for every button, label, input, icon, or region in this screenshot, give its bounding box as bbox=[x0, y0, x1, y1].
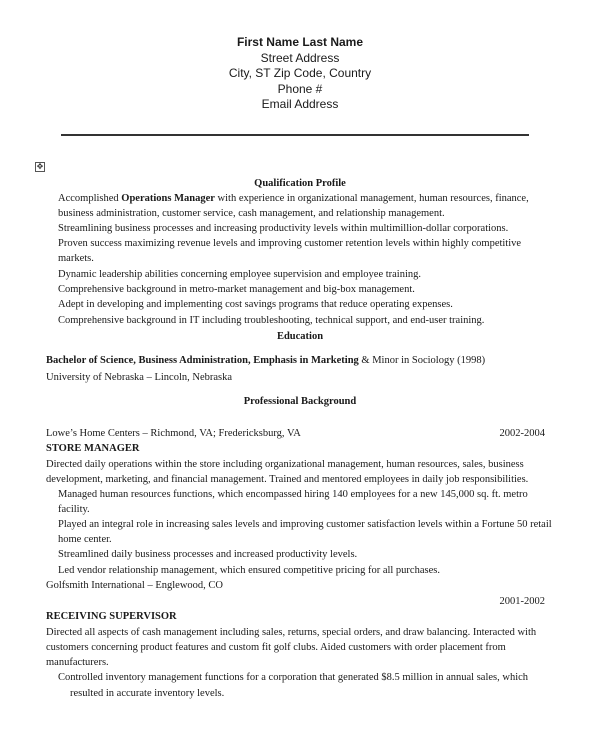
job-bullet-line: Played an integral role in increasing sales levels and improving customer satisfaction levels within a Fortune 50 retail bbox=[58, 519, 552, 530]
qualification-line: Adept in developing and implementing cost savings programs that reduce operating expenses. bbox=[58, 299, 453, 310]
qualification-role: Operations Manager bbox=[121, 193, 215, 204]
qualification-line1-post: with experience in organizational management, human resources, finance, bbox=[214, 193, 529, 204]
job-bullet-line: home center. bbox=[58, 534, 112, 545]
qualification-line bbox=[58, 191, 529, 206]
job-title: STORE MANAGER bbox=[46, 443, 140, 454]
move-anchor-icon[interactable]: ✥ bbox=[36, 162, 44, 171]
qualification-line1-pre: Accomplished bbox=[58, 193, 122, 204]
email-address: Email Address bbox=[261, 97, 339, 111]
school-name: University of Nebraska – Lincoln, Nebraska bbox=[46, 372, 233, 383]
qualification-line: Comprehensive background in metro-market management and big-box management. bbox=[58, 284, 415, 295]
job-bullet-line: facility. bbox=[58, 504, 90, 515]
job-description-line: customers concerning product features and custom fit golf clubs. Aided customers with order placement from bbox=[46, 642, 506, 653]
header-divider bbox=[61, 134, 529, 136]
job-description-line: Directed all aspects of cash management including sales, returns, special orders, and draw balancing. Interacted with bbox=[46, 627, 537, 638]
job-bullet-line: resulted in accurate inventory levels. bbox=[70, 688, 225, 699]
qualification-line: Streamlining business processes and increasing productivity levels within multimillion-dollar corporations. bbox=[58, 223, 509, 234]
qualification-line: Proven success maximizing revenue levels and improving customer retention levels within highly competitive bbox=[58, 238, 522, 249]
degree-title: Bachelor of Science, Business Administration, Emphasis in Marketing bbox=[46, 355, 359, 366]
degree-line bbox=[46, 353, 485, 368]
employer-line: Golfsmith International – Englewood, CO bbox=[46, 580, 224, 591]
job-bullet-line: Led vendor relationship management, which ensured competitive pricing for all purchases. bbox=[58, 565, 440, 576]
contact-header bbox=[0, 35, 600, 113]
job-bullet-line: Controlled inventory management functions for a corporation that generated $8.5 million in annual sales, which bbox=[58, 672, 529, 683]
professional-heading: Professional Background bbox=[243, 396, 357, 407]
education-heading: Education bbox=[276, 331, 324, 342]
job-description-line: Directed daily operations within the store including organizational management, human resources, sales, business bbox=[46, 459, 524, 470]
job-dates: 2002-2004 bbox=[499, 428, 545, 439]
job-description-line: development, marketing, and financial management. Trained and mentored employees in daily job responsibilities. bbox=[46, 474, 529, 485]
qualification-line: Comprehensive background in IT including troubleshooting, technical support, and end-user training. bbox=[58, 315, 485, 326]
qualification-line: Dynamic leadership abilities concerning employee supervision and employee training. bbox=[58, 269, 422, 280]
job-bullet-line: Streamlined daily business processes and increased productivity levels. bbox=[58, 549, 358, 560]
job-dates: 2001-2002 bbox=[499, 596, 545, 607]
qualification-heading: Qualification Profile bbox=[254, 178, 346, 189]
job-description-line: manufacturers. bbox=[46, 657, 109, 668]
street-address: Street Address bbox=[260, 50, 340, 65]
job-title: RECEIVING SUPERVISOR bbox=[46, 611, 177, 622]
degree-minor: & Minor in Sociology (1998) bbox=[358, 355, 486, 366]
phone-number: Phone # bbox=[277, 81, 323, 96]
full-name: First Name Last Name bbox=[236, 35, 364, 49]
qualification-line: business administration, customer service, cash management, and relationship management. bbox=[58, 208, 445, 219]
qualification-line: markets. bbox=[58, 253, 94, 264]
city-state-zip: City, ST Zip Code, Country bbox=[228, 66, 372, 80]
employer-line: Lowe’s Home Centers – Richmond, VA; Fredericksburg, VA bbox=[46, 428, 301, 439]
job-bullet-line: Managed human resources functions, which encompassed hiring 140 employees for a new 145,000 sq. ft. metro bbox=[58, 489, 528, 500]
